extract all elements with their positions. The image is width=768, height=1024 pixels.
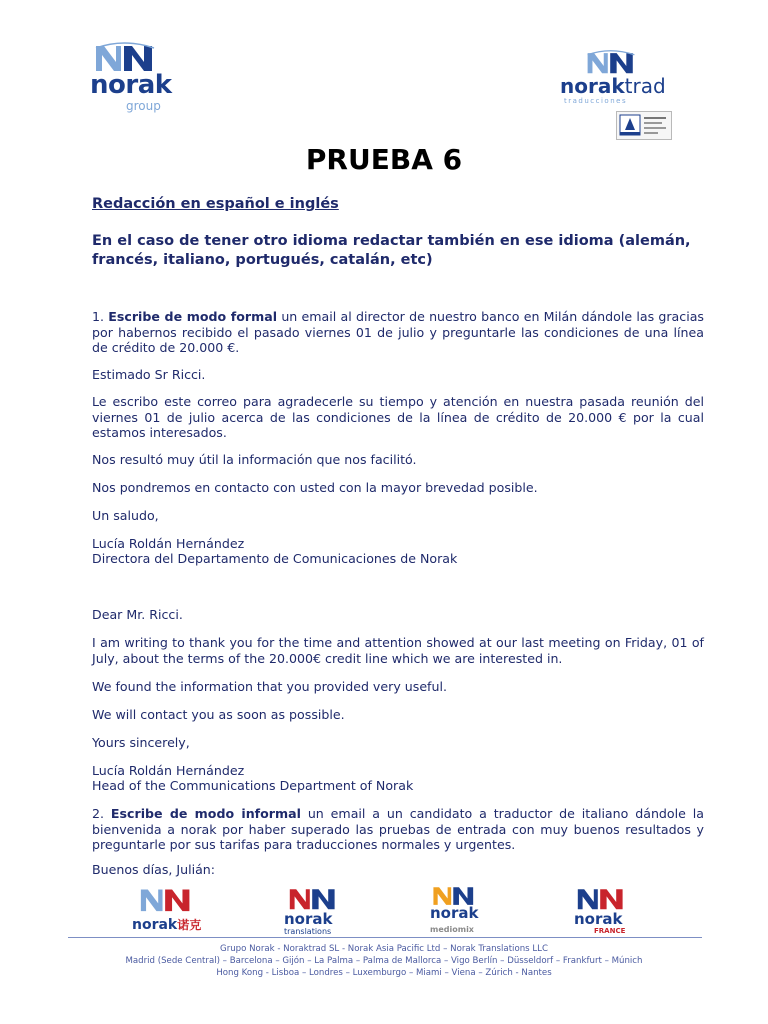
footer-logo-translations [282,886,352,936]
norak-n-icon [574,886,628,910]
letter-paragraph: Nos resultó muy útil la información que nos facilitó. [92,452,417,467]
certification-badge-icon [616,111,672,140]
logo-brand-b: trad [624,74,666,98]
norak-group-logo [90,42,180,114]
letter-greeting: Dear Mr. Ricci. [92,607,183,622]
footer-line-offices-2: Hong Kong - Lisboa – Londres – Luxemburgo – Miami – Viena – Zúrich - Nantes [216,968,552,978]
task-text: un email a un candidato a traductor de italiano dándole la bienvenida a norak por haber superado las pruebas de entrada con muy buenos resultados y preguntarle por sus tarifas para traducciones normales y urgentes. [92,806,704,852]
task-text: un email al director de nuestro banco en Milán dándole las gracias por habernos recibido el pasado viernes 01 de julio y preguntarle las condiciones de una línea de crédito de 20.000 €. [92,309,704,355]
norak-n-icon [136,886,196,912]
page-title: PRUEBA 6 [305,143,463,176]
logo-brand-text: norak [90,70,172,100]
footer-logo-sub: translations [284,927,332,936]
norak-n-icon [586,48,636,76]
signature-role: Head of the Communications Department of Norak [92,778,414,793]
norak-n-icon [286,886,340,910]
task-emphasis: Escribe de modo formal [108,309,278,324]
letter-paragraph: We found the information that you provided very useful. [92,679,447,694]
task2-greeting: Buenos días, Julián: [92,862,216,877]
footer-line-companies: Grupo Norak - Noraktrad SL - Norak Asia Pacific Ltd – Norak Translations LLC [220,944,548,954]
norak-n-icon [432,884,476,906]
letter-closing: Yours sincerely, [92,735,190,750]
signature-name: Lucía Roldán Hernández [92,536,245,551]
footer-line-offices: Madrid (Sede Central) – Barcelona – Gijón – La Palma – Palma de Mallorca – Vigo Berlín – Düsseldorf – Frankfurt – Múnich [125,956,643,966]
task-number: 1. [92,309,105,324]
footer-logo-sub: mediomix [430,925,474,934]
instruction-text: En el caso de tener otro idioma redactar también en ese idioma (alemán, francés, italiano, portugués, catalán, etc) [92,233,691,268]
letter-paragraph: Nos pondremos en contacto con usted con la mayor brevedad posible. [92,480,538,495]
task-emphasis: Escribe de modo informal [110,806,301,821]
logo-brand-row [560,74,666,98]
logo-sub-text: group [126,99,161,113]
footer-logo-text: norak [574,910,623,928]
letter-paragraph: I am writing to thank you for the time and attention showed at our last meeting on Friday, 01 of July, about the terms of the 20.000€ credit line which we are interested in. [92,635,704,666]
logo-brand-a: norak [560,74,625,98]
task2-paragraph [92,806,704,853]
footer-logo-france [572,886,642,936]
signature-name: Lucía Roldán Hernández [92,763,245,778]
norak-n-icon [94,42,156,72]
footer-logo-text: norak [284,910,333,928]
noraktrad-logo [560,48,672,108]
footer-logo-sub: FRANCE [594,927,626,935]
letter-greeting: Estimado Sr Ricci. [92,367,206,382]
letter-closing: Un saludo, [92,508,159,523]
footer-divider [68,937,702,938]
footer-logo-asia [132,886,202,934]
letter-paragraph: Le escribo este correo para agradecerle su tiempo y atención en nuestra pasada reunión del viernes 01 de julio acerca de las condiciones de la línea de crédito de 20.000 € por la cual estamos interesados. [92,394,704,440]
footer-logo-mediomix [428,884,498,938]
letter-paragraph: We will contact you as soon as possible. [92,707,345,722]
footer-logo-text: norak [430,904,479,922]
signature-role: Directora del Departamento de Comunicaciones de Norak [92,551,458,566]
logo-sub-text: traducciones [564,97,628,105]
section-subtitle: Redacción en español e inglés [92,196,339,212]
task-number: 2. [92,806,105,821]
footer-logo-text: norak诺克 [132,917,202,933]
task1-paragraph [92,309,704,356]
